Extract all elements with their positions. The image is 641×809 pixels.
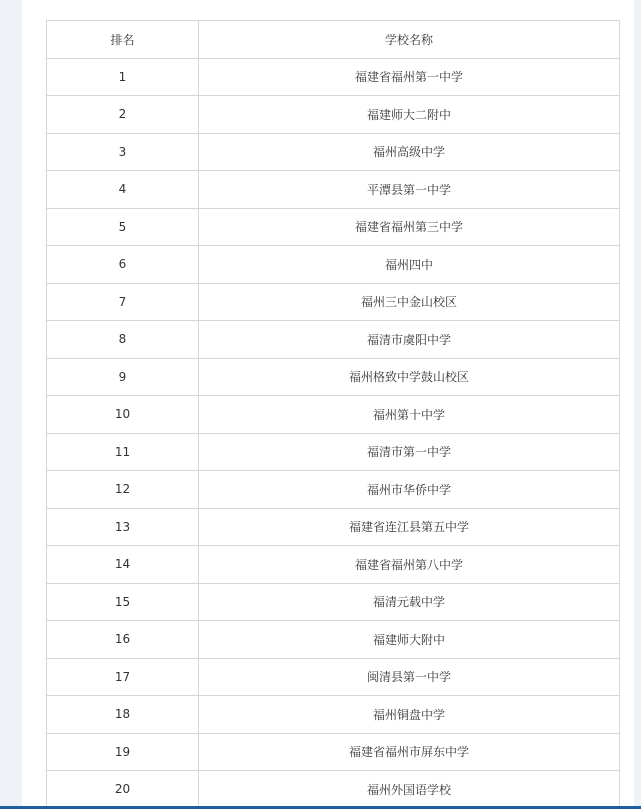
table-row [47,283,620,321]
rank-cell: 9 [47,358,199,396]
table-row [47,733,620,771]
table-row [47,696,620,734]
school-name-cell: 福建省福州第八中学 [199,546,620,584]
school-name-cell: 福清市第一中学 [199,433,620,471]
school-name-cell: 福州铜盘中学 [199,696,620,734]
table-row [47,358,620,396]
school-name-cell: 福州第十中学 [199,396,620,434]
table-row [47,433,620,471]
table-row [47,96,620,134]
content-page [22,0,634,809]
school-name-cell: 福清市虞阳中学 [199,321,620,359]
school-name-cell: 福清元载中学 [199,583,620,621]
table-row [47,396,620,434]
rank-cell: 19 [47,733,199,771]
school-name-cell: 福州三中金山校区 [199,283,620,321]
school-name-cell: 福建省福州第一中学 [199,58,620,96]
table-row [47,771,620,809]
table-row [47,621,620,659]
rank-cell: 4 [47,171,199,209]
school-name-cell: 福建师大二附中 [199,96,620,134]
table-row [47,508,620,546]
table-row [47,133,620,171]
table-row [47,246,620,284]
table-row [47,658,620,696]
rank-cell: 13 [47,508,199,546]
table-row [47,58,620,96]
rank-cell: 5 [47,208,199,246]
table-row [47,171,620,209]
school-name-cell: 福建省连江县第五中学 [199,508,620,546]
school-name-cell: 福州市华侨中学 [199,471,620,509]
rank-cell: 1 [47,58,199,96]
rank-cell: 18 [47,696,199,734]
school-name-cell: 福州格致中学鼓山校区 [199,358,620,396]
rank-cell: 3 [47,133,199,171]
rank-cell: 8 [47,321,199,359]
table-row [47,583,620,621]
header-rank: 排名 [47,21,199,59]
school-name-cell: 福建师大附中 [199,621,620,659]
school-name-cell: 平潭县第一中学 [199,171,620,209]
table-header-row [47,21,620,59]
school-name-cell: 福建省福州第三中学 [199,208,620,246]
rank-cell: 7 [47,283,199,321]
rank-cell: 17 [47,658,199,696]
school-name-cell: 闽清县第一中学 [199,658,620,696]
rank-cell: 20 [47,771,199,809]
rank-cell: 16 [47,621,199,659]
rank-cell: 11 [47,433,199,471]
school-name-cell: 福建省福州市屏东中学 [199,733,620,771]
school-name-cell: 福州四中 [199,246,620,284]
rank-cell: 14 [47,546,199,584]
school-ranking-table [46,20,620,809]
rank-cell: 6 [47,246,199,284]
rank-cell: 10 [47,396,199,434]
school-name-cell: 福州高级中学 [199,133,620,171]
rank-cell: 2 [47,96,199,134]
table-row [47,321,620,359]
table-row [47,471,620,509]
table-row [47,208,620,246]
school-name-cell: 福州外国语学校 [199,771,620,809]
rank-cell: 12 [47,471,199,509]
table-row [47,546,620,584]
rank-cell: 15 [47,583,199,621]
header-school-name: 学校名称 [199,21,620,59]
table-body [47,58,620,808]
